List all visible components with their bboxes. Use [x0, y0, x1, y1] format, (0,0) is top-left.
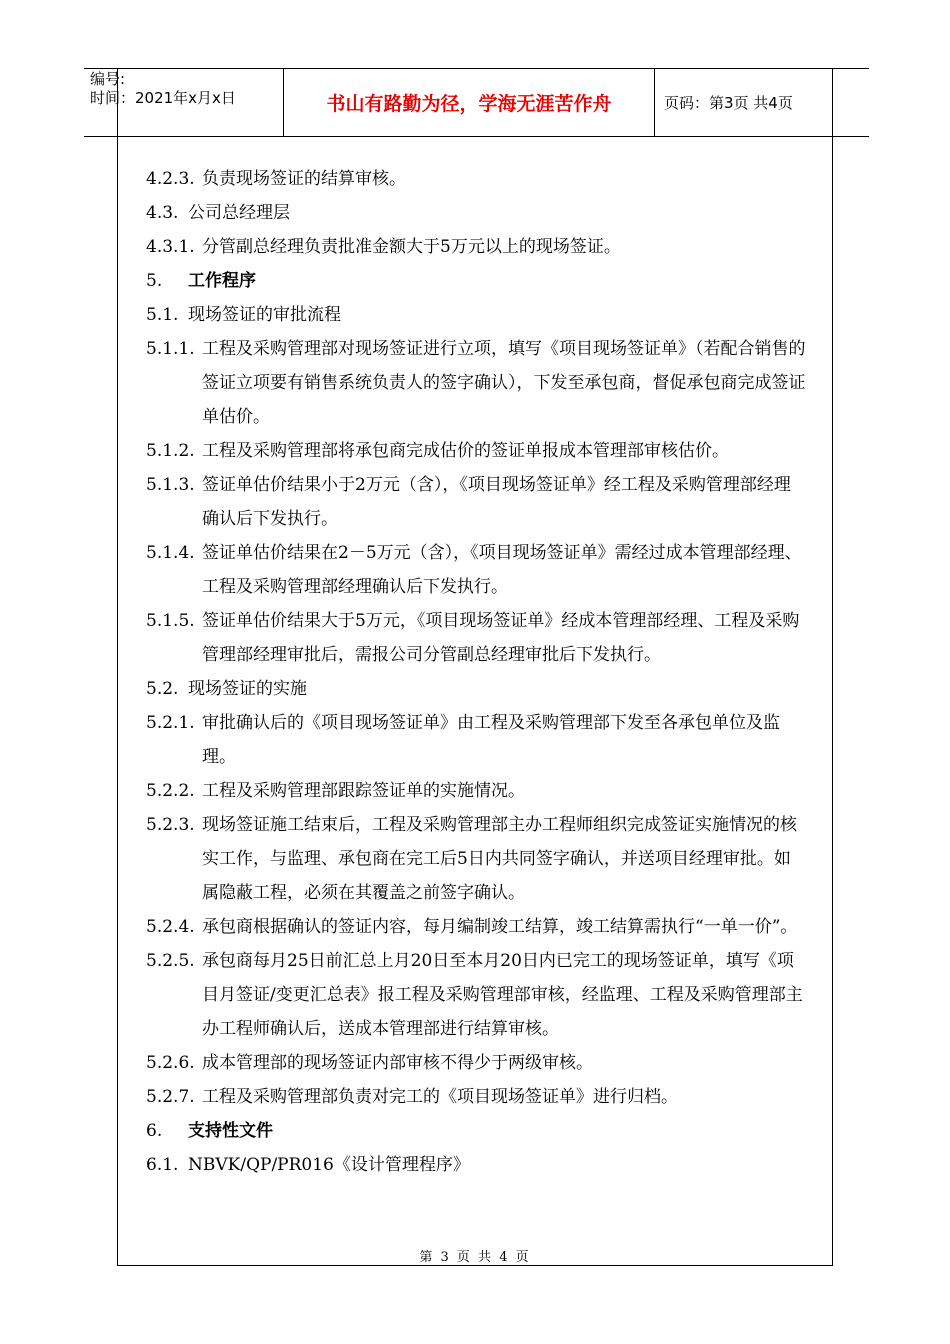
item-number: 6. [146, 1121, 163, 1141]
item-text: NBVK/QP/PR016《设计管理程序》 [188, 1155, 470, 1175]
list-item [146, 434, 806, 468]
list-item [146, 264, 806, 298]
item-number: 5.1. [146, 305, 179, 325]
item-number: 5.2.2. [146, 781, 195, 801]
item-number: 5.2.6. [146, 1053, 195, 1073]
list-item [146, 298, 806, 332]
list-item [146, 706, 806, 774]
doc-code-label: 编号: [90, 70, 126, 88]
item-text: 负责现场签证的结算审核。 [202, 169, 406, 189]
header-divider-right [654, 68, 655, 137]
item-number: 5.1.1. [146, 339, 195, 359]
list-item [146, 944, 806, 1046]
item-number: 6.1. [146, 1155, 179, 1175]
item-text: 分管副总经理负责批准金额大于5万元以上的现场签证。 [202, 237, 621, 257]
list-item [146, 808, 806, 910]
item-number: 5.1.2. [146, 441, 195, 461]
item-text: 现场签证的实施 [188, 679, 307, 699]
header-page-info: 页码：第3页 共4页 [664, 94, 793, 112]
item-number: 5. [146, 271, 163, 291]
item-text: 工程及采购管理部将承包商完成估价的签证单报成本管理部审核估价。 [202, 441, 729, 461]
doc-time-label: 时间：2021年x月x日 [90, 89, 236, 107]
list-item [146, 604, 806, 672]
item-text: 工程及采购管理部对现场签证进行立项，填写《项目现场签证单》（若配合销售的签证立项要有销售系统负责人的签字确认），下发至承包商，督促承包商完成签证单估价。 [202, 339, 806, 427]
list-item [146, 332, 806, 434]
item-number: 5.2.4. [146, 917, 195, 937]
item-text: 承包商每月25日前汇总上月20日至本月20日内已完工的现场签证单，填写《项目月签证/变更汇总表》报工程及采购管理部审核，经监理、工程及采购管理部主办工程师确认后，送成本管理部进行结算审核。 [202, 951, 803, 1039]
item-number: 5.2.3. [146, 815, 195, 835]
header-motto: 书山有路勤为径，学海无涯苦作舟 [326, 93, 612, 115]
item-number: 5.1.3. [146, 475, 195, 495]
item-number: 4.2.3. [146, 169, 195, 189]
section-heading: 支持性文件 [188, 1121, 273, 1141]
list-item [146, 230, 806, 264]
list-item [146, 1114, 806, 1148]
item-text: 审批确认后的《项目现场签证单》由工程及采购管理部下发至各承包单位及监理。 [202, 713, 780, 767]
item-number: 5.1.5. [146, 611, 195, 631]
item-text: 签证单估价结果小于2万元（含），《项目现场签证单》经工程及采购管理部经理确认后下发执行。 [202, 475, 791, 529]
list-item [146, 162, 806, 196]
header-meta [90, 70, 236, 108]
section-heading: 工作程序 [188, 271, 256, 291]
item-text: 工程及采购管理部跟踪签证单的实施情况。 [202, 781, 525, 801]
item-number: 4.3.1. [146, 237, 195, 257]
list-item [146, 1080, 806, 1114]
list-item [146, 1148, 806, 1182]
list-item [146, 774, 806, 808]
item-number: 5.2. [146, 679, 179, 699]
item-text: 承包商根据确认的签证内容，每月编制竣工结算，竣工结算需执行“一单一价”。 [202, 917, 798, 937]
item-number: 5.2.5. [146, 951, 195, 971]
page-footer: 第 3 页 共 4 页 [419, 1250, 531, 1265]
item-number: 5.1.4. [146, 543, 195, 563]
list-item [146, 910, 806, 944]
list-item [146, 196, 806, 230]
item-text: 签证单估价结果大于5万元，《项目现场签证单》经成本管理部经理、工程及采购管理部经理审批后，需报公司分管副总经理审批后下发执行。 [202, 611, 800, 665]
item-text: 公司总经理层 [188, 203, 290, 223]
list-item [146, 536, 806, 604]
document-body [146, 162, 806, 1182]
list-item [146, 468, 806, 536]
item-number: 4.3. [146, 203, 179, 223]
item-number: 5.2.7. [146, 1087, 195, 1107]
list-item [146, 1046, 806, 1080]
item-text: 现场签证的审批流程 [188, 305, 341, 325]
item-text: 现场签证施工结束后，工程及采购管理部主办工程师组织完成签证实施情况的核实工作，与监理、承包商在完工后5日内共同签字确认，并送项目经理审批。如属隐蔽工程，必须在其覆盖之前签字确认。 [202, 815, 797, 903]
item-text: 成本管理部的现场签证内部审核不得少于两级审核。 [202, 1053, 593, 1073]
item-text: 工程及采购管理部负责对完工的《项目现场签证单》进行归档。 [202, 1087, 678, 1107]
item-number: 5.2.1. [146, 713, 195, 733]
item-text: 签证单估价结果在2－5万元（含），《项目现场签证单》需经过成本管理部经理、工程及采购管理部经理确认后下发执行。 [202, 543, 802, 597]
list-item [146, 672, 806, 706]
